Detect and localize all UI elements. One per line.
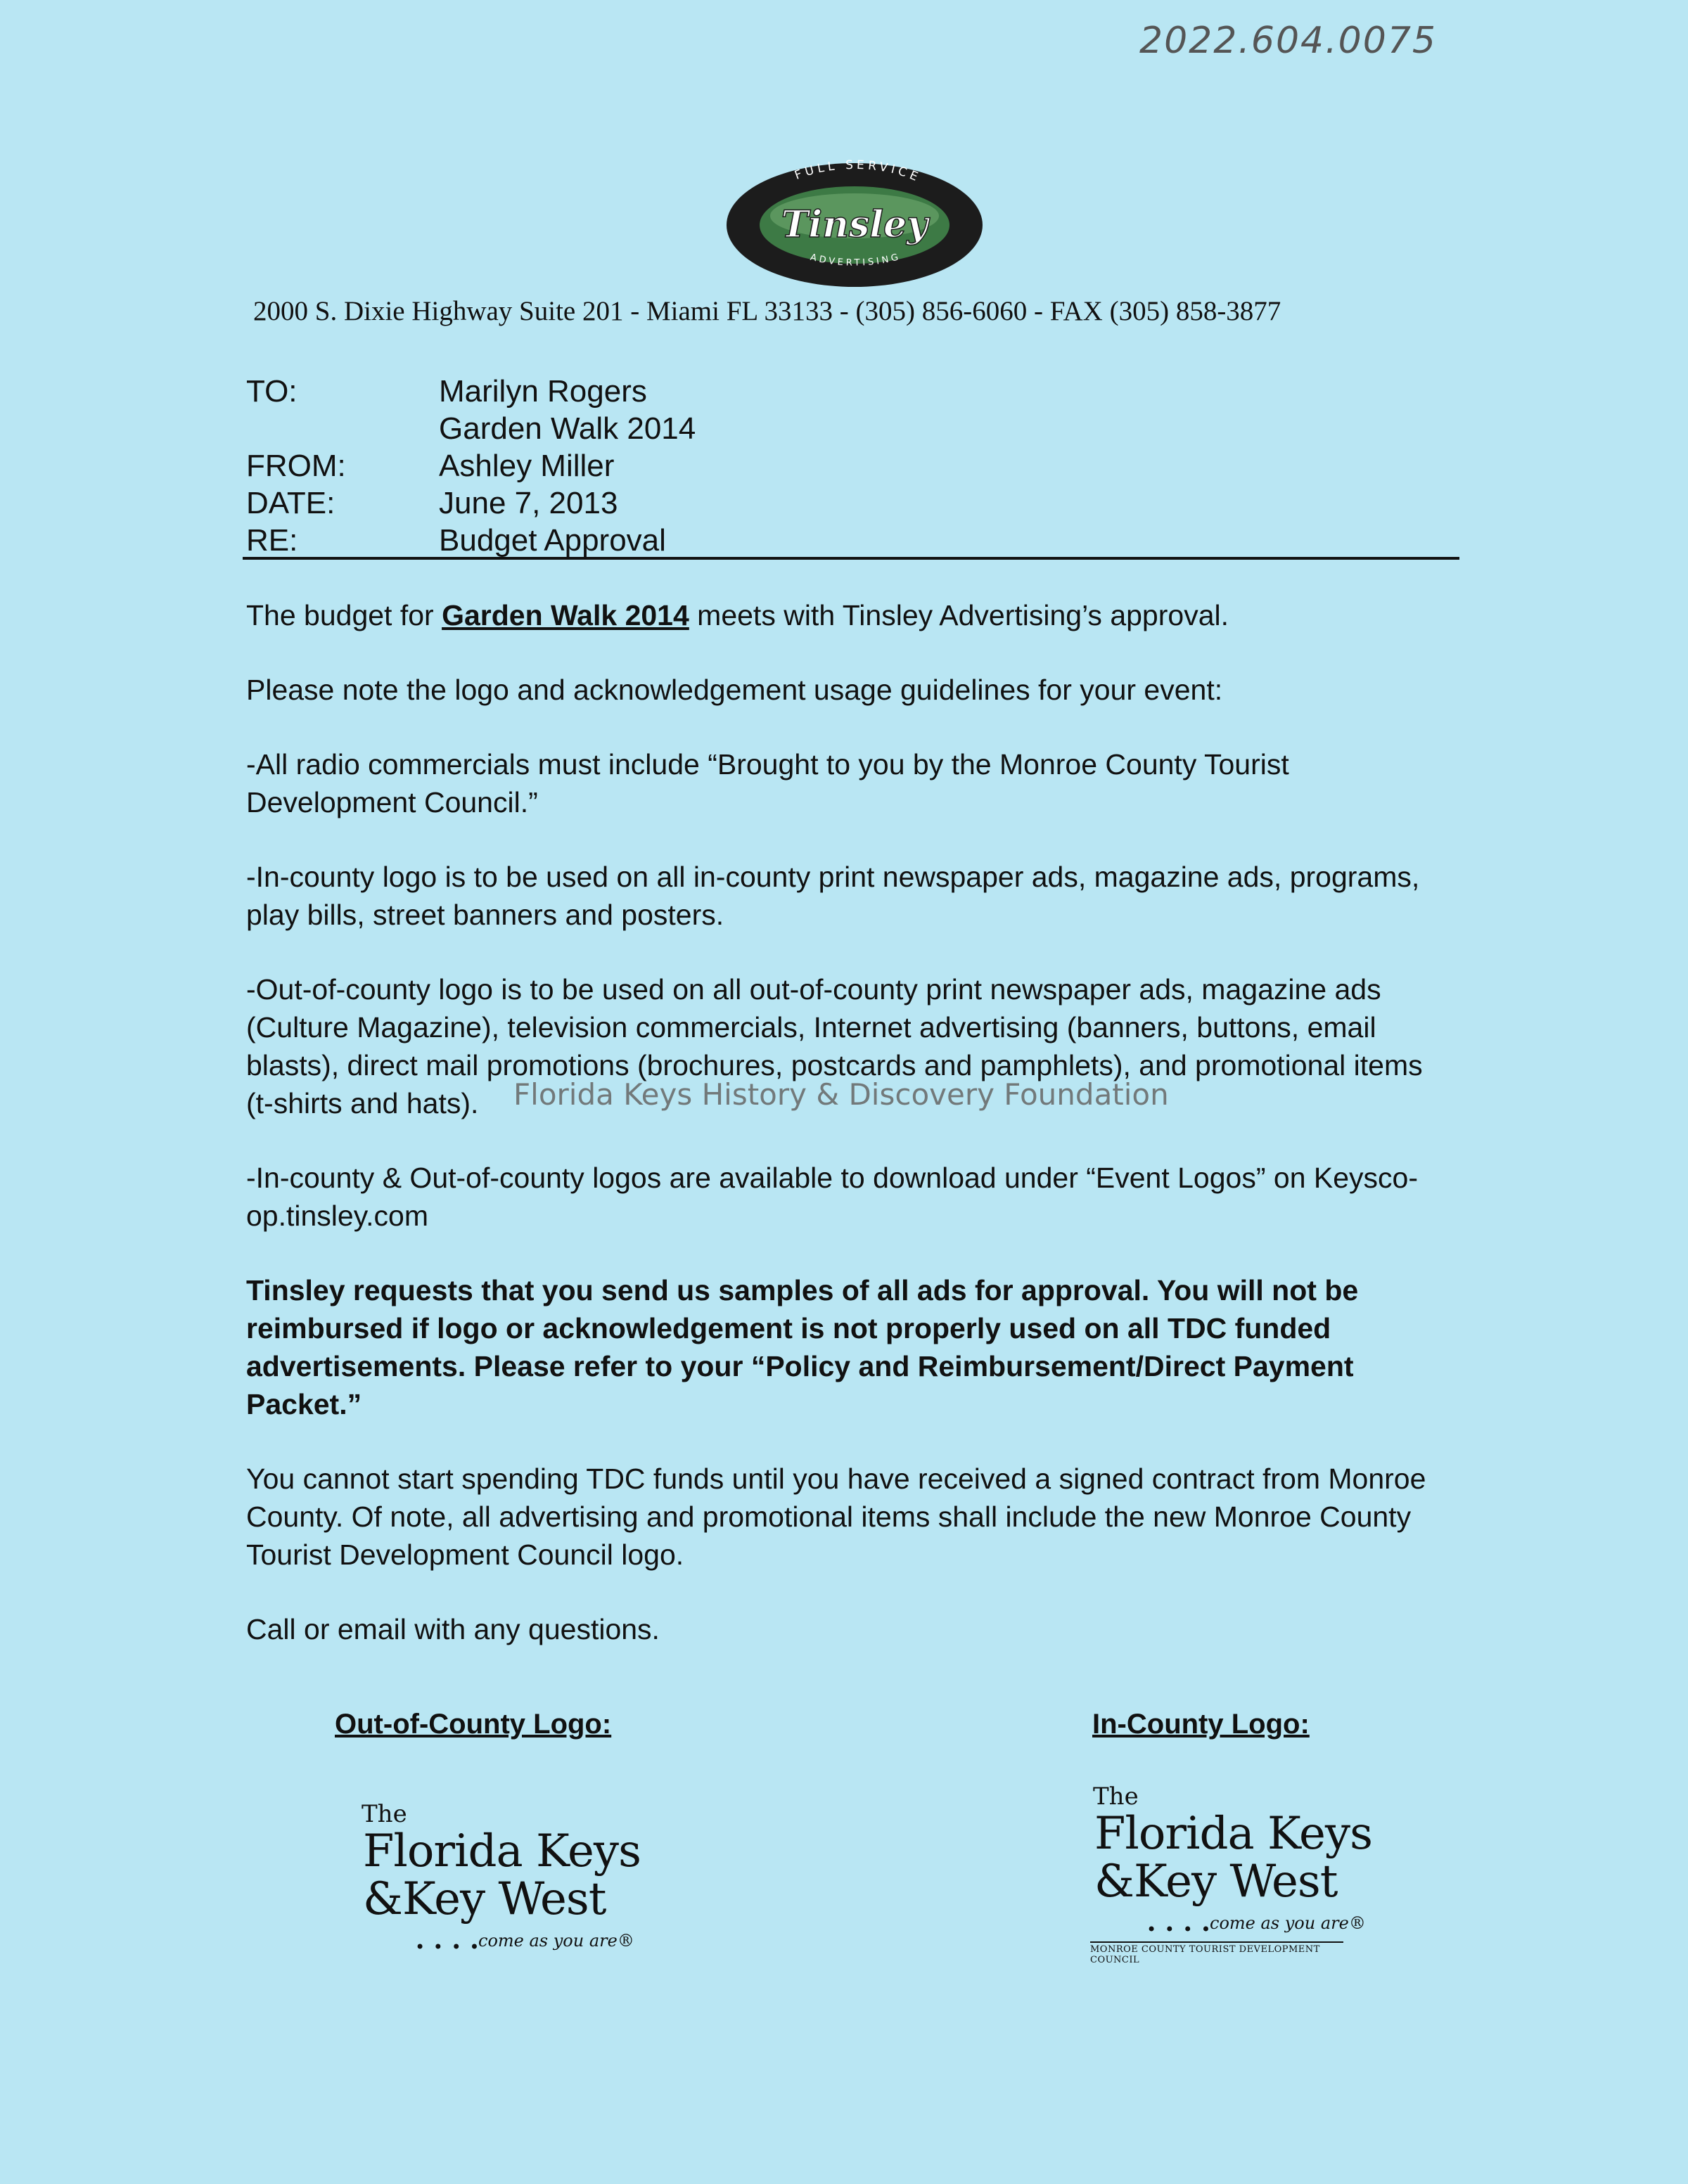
to-label: TO: <box>246 373 298 409</box>
memo-from-row <box>246 447 1463 484</box>
memo-event-row <box>246 410 1463 447</box>
out-of-county-logo-caption: Out-of-County Logo: <box>335 1709 612 1740</box>
from-label: FROM: <box>246 448 346 483</box>
memo-to-row <box>246 373 1463 410</box>
archive-watermark: Florida Keys History & Discovery Foundation <box>513 1077 1169 1112</box>
tinsley-logo <box>724 158 985 288</box>
out-of-county-logo: The Florida Keys &Key West • • • • come as you are® <box>362 1800 641 1957</box>
out-of-county-guideline: -Out-of-county logo is to be used on all out-of-county print newspaper ads, magazine ads (Culture Magazine), television commercials, Internet advertising (banners, buttons, email blasts), direct mail promotions (brochures, postcards and pamphlets), and promotional items (t-shirts and hats). <box>246 973 1423 1119</box>
closing-line: Call or email with any questions. <box>246 1613 660 1645</box>
dots-icon: • • • • <box>1146 1920 1213 1939</box>
date-label: DATE: <box>246 485 335 520</box>
in-county-logo: The Florida Keys &Key West • • • • come as you are® MONROE COUNTY TOURIST DEVELOPMENT COUNCIL <box>1090 1782 1372 1965</box>
approval-requirement: Tinsley requests that you send us samples of all ads for approval. You will not be reimbursed if logo or acknowledgement is not properly used on all TDC funded advertisements. Please refer to your “Policy and Reimbursement/Direct Payment Packet.” <box>246 1274 1359 1420</box>
approval-paragraph: The budget for Garden Walk 2014 meets with Tinsley Advertising’s approval. <box>246 599 1229 631</box>
guidelines-intro: Please note the logo and acknowledgement usage guidelines for your event: <box>246 674 1223 706</box>
re-value: Budget Approval <box>439 522 666 558</box>
to-name: Marilyn Rogers <box>439 373 647 409</box>
re-label: RE: <box>246 522 298 558</box>
event-name: Garden Walk 2014 <box>442 599 689 631</box>
memo-re-row <box>246 522 1463 559</box>
logo-name: Tinsley <box>781 203 928 246</box>
to-event: Garden Walk 2014 <box>439 411 696 446</box>
dots-icon: • • • • <box>415 1937 481 1957</box>
from-value: Ashley Miller <box>439 448 615 483</box>
radio-guideline: -All radio commercials must include “Brought to you by the Monroe County Tourist Development Council.” <box>246 748 1289 818</box>
download-guideline: -In-county & Out-of-county logos are available to download under “Event Logos” on Keysco-op.tinsley.com <box>246 1162 1418 1232</box>
in-county-guideline: -In-county logo is to be used on all in-county print newspaper ads, magazine ads, programs, play bills, street banners and posters. <box>246 861 1420 931</box>
memo-body <box>246 596 1456 1685</box>
letterhead-address: 2000 S. Dixie Highway Suite 201 - Miami FL 33133 - (305) 856-6060 - FAX (305) 858-3877 <box>253 296 1281 326</box>
memo-date-row <box>246 484 1463 522</box>
funding-note: You cannot start spending TDC funds until you have received a signed contract from Monroe County. Of note, all advertising and promotional items shall include the new Monroe County Tourist Development Council logo. <box>246 1463 1426 1571</box>
document-number: 2022.604.0075 <box>1139 20 1437 62</box>
memo-header <box>246 373 1463 559</box>
date-value: June 7, 2013 <box>439 485 618 520</box>
logo-arc-bottom: ADVERTISING <box>809 251 902 269</box>
logo-arc-top: FULL SERVICE <box>793 158 923 186</box>
header-divider <box>243 557 1459 560</box>
in-county-logo-caption: In-County Logo: <box>1092 1709 1310 1740</box>
council-label: MONROE COUNTY TOURIST DEVELOPMENT COUNCIL <box>1090 1941 1343 1965</box>
